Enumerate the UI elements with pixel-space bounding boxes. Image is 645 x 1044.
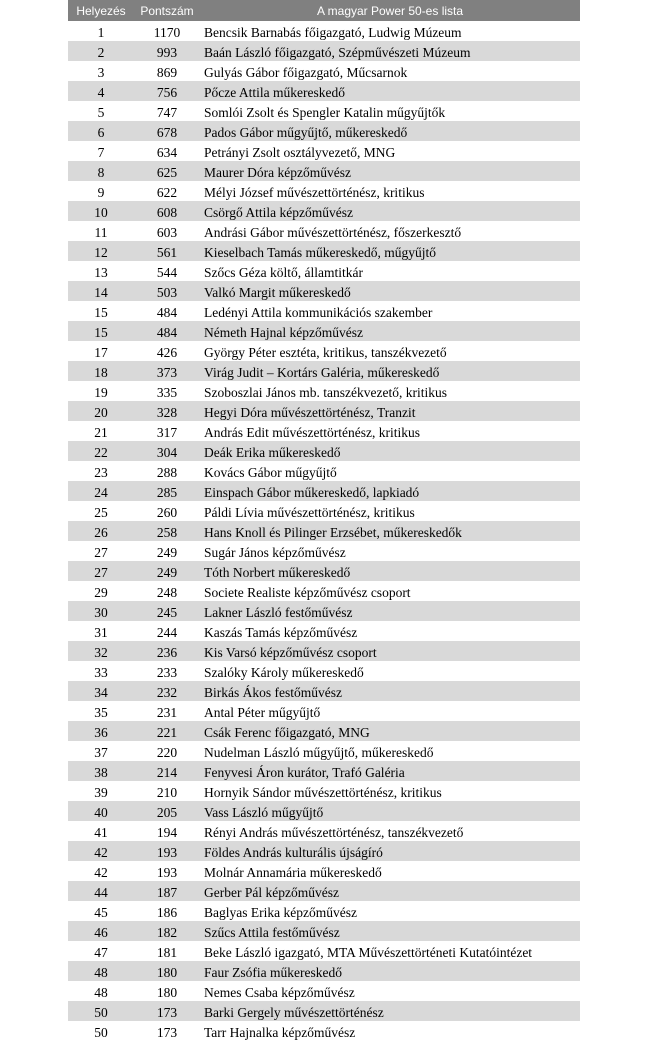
name-cell: Hans Knoll és Pilinger Erzsébet, műkereskedők (200, 521, 580, 541)
score-cell: 544 (134, 261, 200, 281)
rank-cell: 29 (68, 581, 134, 601)
name-cell: György Péter esztéta, kritikus, tanszékvezető (200, 341, 580, 361)
name-cell: Rényi András művészettörténész, tanszékvezető (200, 821, 580, 841)
name-cell: Csák Ferenc főigazgató, MNG (200, 721, 580, 741)
rank-cell: 37 (68, 741, 134, 761)
name-cell: Baán László főigazgató, Szépművészeti Múzeum (200, 41, 580, 61)
rank-cell: 9 (68, 181, 134, 201)
rank-cell: 42 (68, 841, 134, 861)
score-cell: 186 (134, 901, 200, 921)
score-cell: 187 (134, 881, 200, 901)
rank-cell: 34 (68, 681, 134, 701)
rank-cell: 42 (68, 861, 134, 881)
score-cell: 317 (134, 421, 200, 441)
rank-cell: 46 (68, 921, 134, 941)
table-row (68, 381, 580, 401)
score-cell: 180 (134, 961, 200, 981)
rank-cell: 44 (68, 881, 134, 901)
score-cell: 194 (134, 821, 200, 841)
score-cell: 221 (134, 721, 200, 741)
name-cell: Virág Judit – Kortárs Galéria, műkereskedő (200, 361, 580, 381)
name-cell: Páldi Lívia művészettörténész, kritikus (200, 501, 580, 521)
name-cell: Tóth Norbert műkereskedő (200, 561, 580, 581)
table-row (68, 81, 580, 101)
table-row (68, 401, 580, 421)
table-row (68, 421, 580, 441)
table-row (68, 941, 580, 961)
score-cell: 285 (134, 481, 200, 501)
rank-cell: 48 (68, 961, 134, 981)
score-cell: 245 (134, 601, 200, 621)
rank-cell: 39 (68, 781, 134, 801)
score-cell: 260 (134, 501, 200, 521)
score-cell: 173 (134, 1021, 200, 1041)
table-row (68, 721, 580, 741)
list-title-header: A magyar Power 50-es lista (200, 0, 580, 21)
table-row (68, 701, 580, 721)
score-cell: 625 (134, 161, 200, 181)
table-row (68, 261, 580, 281)
table-row (68, 141, 580, 161)
score-cell: 993 (134, 41, 200, 61)
rank-cell: 20 (68, 401, 134, 421)
score-cell: 182 (134, 921, 200, 941)
table-row (68, 361, 580, 381)
table-row (68, 341, 580, 361)
rank-cell: 41 (68, 821, 134, 841)
name-cell: Szőcs Géza költő, államtitkár (200, 261, 580, 281)
table-row (68, 761, 580, 781)
table-row (68, 21, 580, 41)
score-cell: 503 (134, 281, 200, 301)
table-row (68, 101, 580, 121)
rank-cell: 15 (68, 301, 134, 321)
table-row (68, 961, 580, 981)
table-row (68, 661, 580, 681)
score-cell: 232 (134, 681, 200, 701)
name-cell: Deák Erika műkereskedő (200, 441, 580, 461)
name-cell: Barki Gergely művészettörténész (200, 1001, 580, 1021)
name-cell: Hornyik Sándor művészettörténész, kritikus (200, 781, 580, 801)
rank-cell: 4 (68, 81, 134, 101)
rank-cell: 31 (68, 621, 134, 641)
name-cell: Baglyas Erika képzőművész (200, 901, 580, 921)
score-cell: 249 (134, 541, 200, 561)
score-cell: 205 (134, 801, 200, 821)
rank-cell: 2 (68, 41, 134, 61)
rank-cell: 23 (68, 461, 134, 481)
rank-cell: 3 (68, 61, 134, 81)
name-cell: András Edit művészettörténész, kritikus (200, 421, 580, 441)
name-cell: Vass László műgyűjtő (200, 801, 580, 821)
table-row (68, 861, 580, 881)
rank-cell: 7 (68, 141, 134, 161)
score-column-header: Pontszám (134, 0, 200, 21)
name-cell: Fenyvesi Áron kurátor, Trafó Galéria (200, 761, 580, 781)
score-cell: 233 (134, 661, 200, 681)
score-cell: 193 (134, 861, 200, 881)
score-cell: 220 (134, 741, 200, 761)
name-cell: Ledényi Attila kommunikációs szakember (200, 301, 580, 321)
header-row (68, 0, 580, 21)
name-cell: Szűcs Attila festőművész (200, 921, 580, 941)
score-cell: 328 (134, 401, 200, 421)
table-header (68, 0, 580, 21)
score-cell: 173 (134, 1001, 200, 1021)
name-cell: Antal Péter műgyűjtő (200, 701, 580, 721)
rank-cell: 8 (68, 161, 134, 181)
score-cell: 210 (134, 781, 200, 801)
rank-cell: 50 (68, 1001, 134, 1021)
table-row (68, 481, 580, 501)
name-cell: Nudelman László műgyűjtő, műkereskedő (200, 741, 580, 761)
table-row (68, 601, 580, 621)
rank-cell: 36 (68, 721, 134, 741)
name-cell: Gerber Pál képzőművész (200, 881, 580, 901)
rank-cell: 35 (68, 701, 134, 721)
table-row (68, 801, 580, 821)
score-cell: 484 (134, 301, 200, 321)
name-cell: Pados Gábor műgyűjtő, műkereskedő (200, 121, 580, 141)
table-row (68, 301, 580, 321)
table-row (68, 201, 580, 221)
name-cell: Földes András kulturális újságíró (200, 841, 580, 861)
name-cell: Lakner László festőművész (200, 601, 580, 621)
rank-cell: 12 (68, 241, 134, 261)
score-cell: 484 (134, 321, 200, 341)
score-cell: 335 (134, 381, 200, 401)
score-cell: 236 (134, 641, 200, 661)
table-row (68, 921, 580, 941)
rank-cell: 18 (68, 361, 134, 381)
table-row (68, 781, 580, 801)
score-cell: 304 (134, 441, 200, 461)
rank-cell: 22 (68, 441, 134, 461)
name-cell: Maurer Dóra képzőművész (200, 161, 580, 181)
score-cell: 561 (134, 241, 200, 261)
rank-cell: 26 (68, 521, 134, 541)
score-cell: 288 (134, 461, 200, 481)
name-cell: Petrányi Zsolt osztályvezető, MNG (200, 141, 580, 161)
table-row (68, 121, 580, 141)
name-cell: Hegyi Dóra művészettörténész, Tranzit (200, 401, 580, 421)
rank-cell: 32 (68, 641, 134, 661)
table-row (68, 41, 580, 61)
score-cell: 603 (134, 221, 200, 241)
rank-cell: 24 (68, 481, 134, 501)
rank-cell: 17 (68, 341, 134, 361)
score-cell: 214 (134, 761, 200, 781)
table-row (68, 681, 580, 701)
table-row (68, 501, 580, 521)
name-cell: Pőcze Attila műkereskedő (200, 81, 580, 101)
rank-cell: 6 (68, 121, 134, 141)
name-cell: Andrási Gábor művészettörténész, főszerkesztő (200, 221, 580, 241)
score-cell: 181 (134, 941, 200, 961)
name-cell: Valkó Margit műkereskedő (200, 281, 580, 301)
table-row (68, 841, 580, 861)
table-row (68, 1021, 580, 1041)
rank-cell: 19 (68, 381, 134, 401)
table-row (68, 621, 580, 641)
rank-cell: 27 (68, 541, 134, 561)
score-cell: 747 (134, 101, 200, 121)
score-cell: 678 (134, 121, 200, 141)
rank-cell: 13 (68, 261, 134, 281)
table-row (68, 521, 580, 541)
name-cell: Kaszás Tamás képzőművész (200, 621, 580, 641)
score-cell: 634 (134, 141, 200, 161)
table-row (68, 541, 580, 561)
rank-cell: 1 (68, 21, 134, 41)
score-cell: 244 (134, 621, 200, 641)
score-cell: 258 (134, 521, 200, 541)
table-row (68, 221, 580, 241)
score-cell: 869 (134, 61, 200, 81)
rank-cell: 21 (68, 421, 134, 441)
score-cell: 373 (134, 361, 200, 381)
rank-cell: 50 (68, 1021, 134, 1041)
name-cell: Nemes Csaba képzőművész (200, 981, 580, 1001)
rank-cell: 48 (68, 981, 134, 1001)
table-row (68, 981, 580, 1001)
score-cell: 608 (134, 201, 200, 221)
table-row (68, 181, 580, 201)
name-cell: Beke László igazgató, MTA Művészettörténeti Kutatóintézet (200, 941, 580, 961)
name-cell: Kis Varsó képzőművész csoport (200, 641, 580, 661)
name-cell: Csörgő Attila képzőművész (200, 201, 580, 221)
name-cell: Németh Hajnal képzőművész (200, 321, 580, 341)
rank-cell: 30 (68, 601, 134, 621)
rank-cell: 10 (68, 201, 134, 221)
name-cell: Birkás Ákos festőművész (200, 681, 580, 701)
table-row (68, 281, 580, 301)
name-cell: Einspach Gábor műkereskedő, lapkiadó (200, 481, 580, 501)
rank-cell: 33 (68, 661, 134, 681)
table-row (68, 641, 580, 661)
table-row (68, 461, 580, 481)
score-cell: 231 (134, 701, 200, 721)
score-cell: 249 (134, 561, 200, 581)
table-row (68, 581, 580, 601)
name-cell: Mélyi József művészettörténész, kritikus (200, 181, 580, 201)
table-row (68, 561, 580, 581)
table-body (68, 21, 580, 1041)
rank-column-header: Helyezés (68, 0, 134, 21)
score-cell: 756 (134, 81, 200, 101)
rank-cell: 38 (68, 761, 134, 781)
score-cell: 1170 (134, 21, 200, 41)
table-row (68, 441, 580, 461)
name-cell: Somlói Zsolt és Spengler Katalin műgyűjtők (200, 101, 580, 121)
rank-cell: 14 (68, 281, 134, 301)
table-row (68, 821, 580, 841)
rank-cell: 5 (68, 101, 134, 121)
power-50-ranking-table (68, 0, 580, 1041)
table-row (68, 741, 580, 761)
rank-cell: 25 (68, 501, 134, 521)
score-cell: 180 (134, 981, 200, 1001)
name-cell: Bencsik Barnabás főigazgató, Ludwig Múzeum (200, 21, 580, 41)
name-cell: Szalóky Károly műkereskedő (200, 661, 580, 681)
score-cell: 248 (134, 581, 200, 601)
score-cell: 622 (134, 181, 200, 201)
name-cell: Tarr Hajnalka képzőművész (200, 1021, 580, 1041)
table-row (68, 321, 580, 341)
rank-cell: 47 (68, 941, 134, 961)
table-row (68, 901, 580, 921)
rank-cell: 40 (68, 801, 134, 821)
name-cell: Molnár Annamária műkereskedő (200, 861, 580, 881)
table-row (68, 61, 580, 81)
table-row (68, 1001, 580, 1021)
table-row (68, 241, 580, 261)
score-cell: 193 (134, 841, 200, 861)
name-cell: Faur Zsófia műkereskedő (200, 961, 580, 981)
rank-cell: 15 (68, 321, 134, 341)
score-cell: 426 (134, 341, 200, 361)
name-cell: Kovács Gábor műgyűjtő (200, 461, 580, 481)
table-row (68, 881, 580, 901)
name-cell: Gulyás Gábor főigazgató, Műcsarnok (200, 61, 580, 81)
name-cell: Societe Realiste képzőművész csoport (200, 581, 580, 601)
rank-cell: 45 (68, 901, 134, 921)
name-cell: Szoboszlai János mb. tanszékvezető, kritikus (200, 381, 580, 401)
table-row (68, 161, 580, 181)
rank-cell: 11 (68, 221, 134, 241)
rank-cell: 27 (68, 561, 134, 581)
name-cell: Sugár János képzőművész (200, 541, 580, 561)
name-cell: Kieselbach Tamás műkereskedő, műgyűjtő (200, 241, 580, 261)
